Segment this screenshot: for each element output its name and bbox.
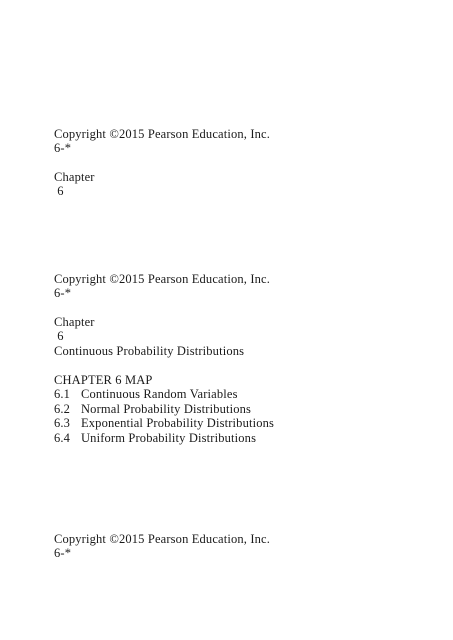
- copyright-notice: Copyright ©2015 Pearson Education, Inc.: [54, 532, 271, 546]
- chapter-number: 6: [54, 184, 64, 198]
- chapter-map-item: [54, 402, 251, 417]
- chapter-title: Continuous Probability Distributions: [54, 344, 245, 358]
- section-title: Continuous Random Variables: [81, 387, 238, 401]
- chapter-label: Chapter: [54, 170, 95, 184]
- section-number: 6.4: [54, 431, 71, 445]
- chapter-map-heading: CHAPTER 6 MAP: [54, 373, 153, 387]
- section-title: Uniform Probability Distributions: [81, 431, 257, 445]
- section-number: 6.3: [54, 416, 71, 430]
- section-number: 6.1: [54, 387, 71, 401]
- slide-number: 6-*: [54, 546, 72, 560]
- chapter-map-item: [54, 387, 238, 402]
- slide-number: 6-*: [54, 141, 72, 155]
- chapter-map-item: [54, 431, 256, 446]
- section-title: Normal Probability Distributions: [81, 402, 252, 416]
- copyright-notice: Copyright ©2015 Pearson Education, Inc.: [54, 272, 271, 286]
- copyright-notice: Copyright ©2015 Pearson Education, Inc.: [54, 127, 271, 141]
- chapter-number: 6: [54, 329, 64, 343]
- chapter-map-item: [54, 416, 274, 431]
- section-title: Exponential Probability Distributions: [81, 416, 275, 430]
- slide-number: 6-*: [54, 286, 72, 300]
- section-number: 6.2: [54, 402, 71, 416]
- chapter-label: Chapter: [54, 315, 95, 329]
